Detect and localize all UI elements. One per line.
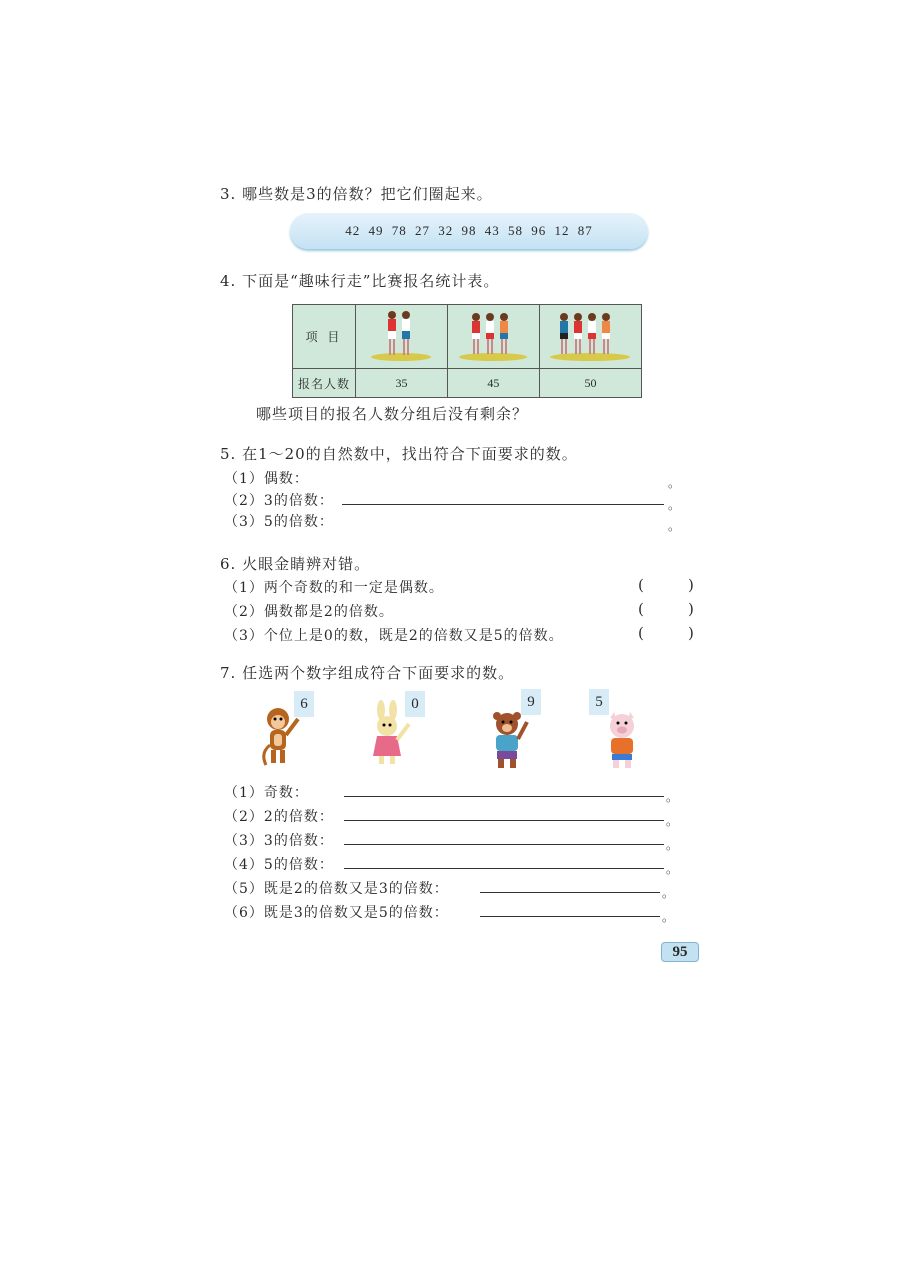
end-mark: 。 [662,886,675,900]
q7-item-4: （4）5的倍数： [224,857,334,873]
q7-item-3: （3）3的倍数： [224,833,334,849]
pig-icon [600,710,646,770]
walkers-2-icon [356,305,446,365]
q5-item-2: （2）3的倍数： [224,493,334,509]
q6-item-1: （1）两个奇数的和一定是偶数。 [224,580,444,596]
number-list: 42 49 78 27 32 98 43 58 96 12 87 [345,223,593,238]
digit-card-0: 0 [405,691,425,717]
end-mark: 。 [668,519,681,533]
digit-card-5: 5 [589,689,609,715]
answer-line[interactable] [480,892,660,893]
bracket-close: ) [688,576,694,594]
count-cell: 50 [539,369,641,398]
end-mark: 。 [666,862,679,876]
judgement-answer-box[interactable] [648,600,686,620]
table-header-event: 项 目 [293,305,356,369]
bracket-open: ( [638,624,644,642]
answer-line[interactable] [344,844,664,845]
end-mark: 。 [662,910,675,924]
q6-title: 6. 火眼金睛辨对错。 [220,555,371,573]
answer-line[interactable] [344,820,664,821]
q5-item-3: （3）5的倍数： [224,514,334,530]
event-picture-3 [539,305,641,369]
end-mark: 。 [666,814,679,828]
answer-line[interactable] [344,868,664,869]
bracket-open: ( [638,600,644,618]
q4-title: 4. 下面是“趣味行走”比赛报名统计表。 [220,272,500,290]
rabbit-icon [365,700,415,768]
monkey-icon [258,705,306,769]
q6-item-2: （2）偶数都是2的倍数。 [224,604,394,620]
event-picture-2 [447,305,539,369]
q7-title: 7. 任选两个数字组成符合下面要求的数。 [220,664,515,682]
bracket-open: ( [638,576,644,594]
count-cell: 45 [447,369,539,398]
end-mark: 。 [666,790,679,804]
end-mark: 。 [666,838,679,852]
q5-item-1: （1）偶数： [224,471,309,487]
q7-item-5: （5）既是2的倍数又是3的倍数： [224,881,449,897]
q4-question: 哪些项目的报名人数分组后没有剩余？ [256,405,529,423]
digit-card-9: 9 [521,689,541,715]
registration-table [292,304,642,398]
judgement-answer-box[interactable] [648,624,686,644]
event-picture-1 [356,305,448,369]
answer-line[interactable] [342,504,664,505]
q3-title: 3. 哪些数是3的倍数？把它们圈起来。 [220,185,493,203]
q7-item-6: （6）既是3的倍数又是5的倍数： [224,905,449,921]
walkers-3-icon [448,305,538,365]
bear-icon [487,708,531,770]
q6-item-3: （3）个位上是0的数，既是2的倍数又是5的倍数。 [224,628,564,644]
q7-item-1: （1）奇数： [224,785,309,801]
answer-line[interactable] [344,796,664,797]
end-mark: 。 [668,498,681,512]
end-mark: 。 [668,476,681,490]
q5-title: 5. 在1～20的自然数中，找出符合下面要求的数。 [220,445,578,463]
table-header-count: 报名人数 [293,369,356,398]
answer-line[interactable] [480,916,660,917]
q7-item-2: （2）2的倍数： [224,809,334,825]
judgement-answer-box[interactable] [648,576,686,596]
number-strip [290,213,648,249]
bracket-close: ) [688,624,694,642]
bracket-close: ) [688,600,694,618]
count-cell: 35 [356,369,448,398]
digit-card-6: 6 [294,691,314,717]
walkers-4-icon [540,305,640,365]
page-number: 95 [661,942,699,962]
